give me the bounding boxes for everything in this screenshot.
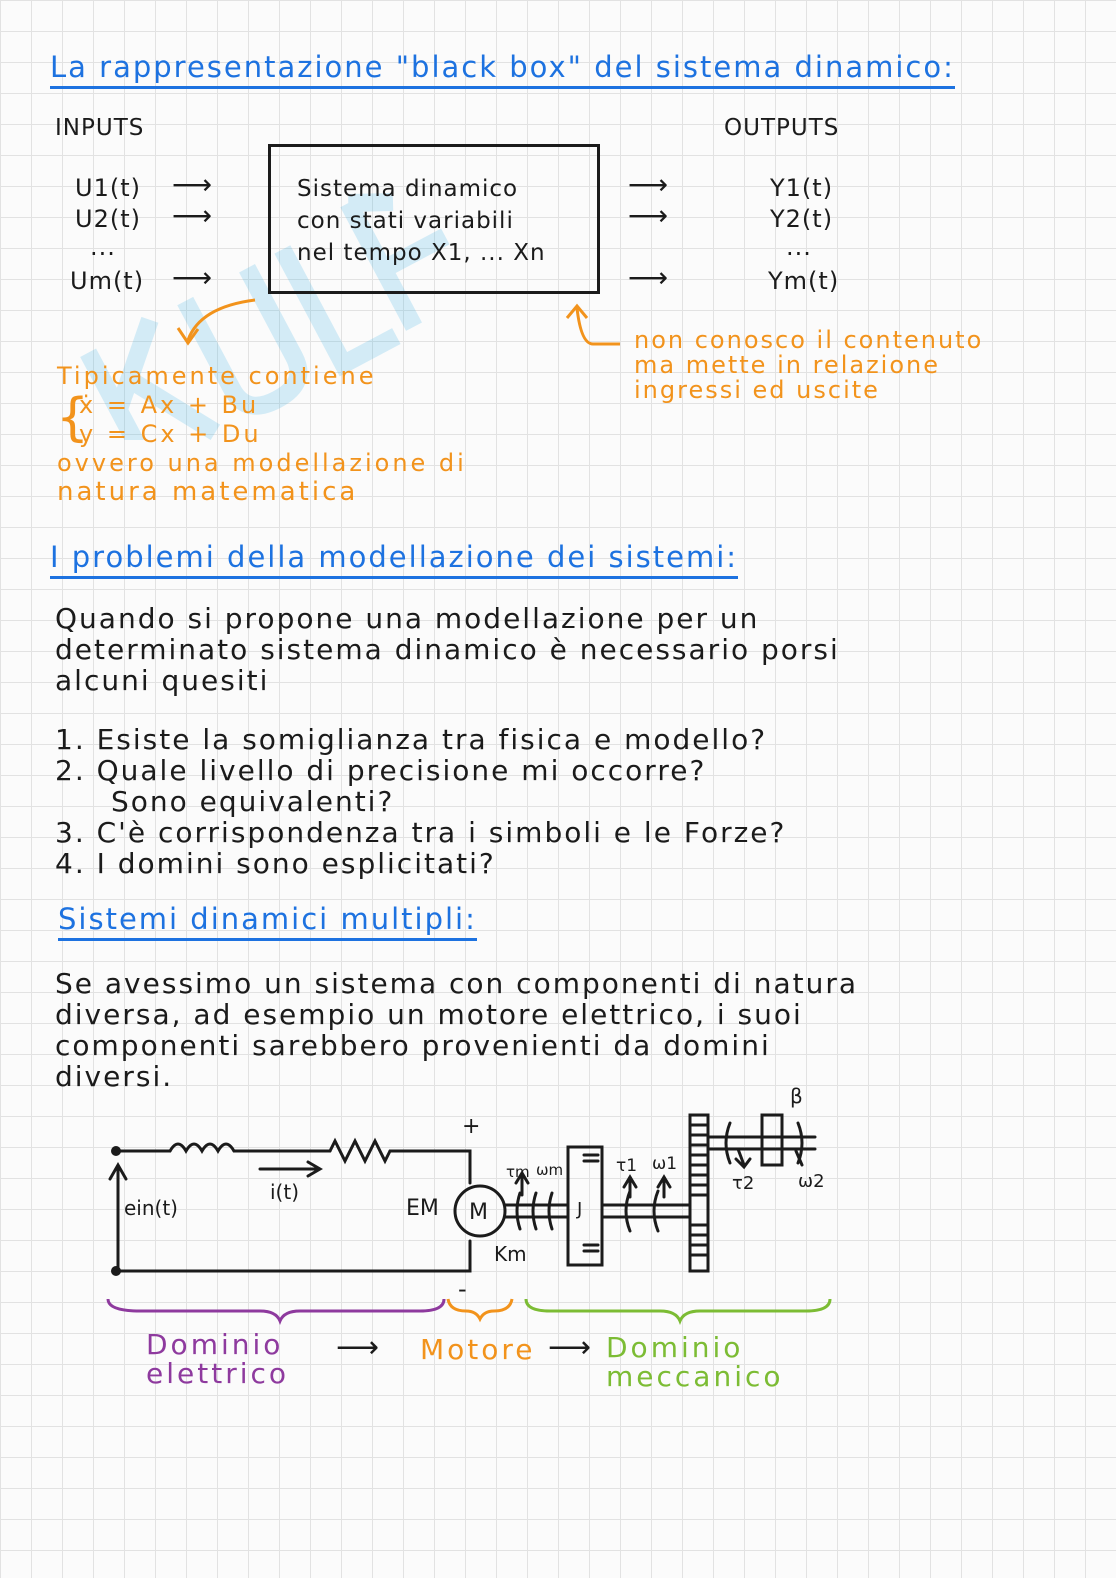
box-line: nel tempo X1, ... Xn xyxy=(297,240,546,266)
domain-motor: Motore xyxy=(420,1333,536,1366)
motor-label: M xyxy=(469,1200,488,1225)
current-arrow-icon xyxy=(260,1162,320,1176)
output-ym: Ym(t) xyxy=(768,267,840,295)
box-note xyxy=(634,328,983,403)
shaft xyxy=(505,1205,568,1217)
question-item: 2. Quale livello di precisione mi occorre? xyxy=(55,754,707,787)
inertia-block xyxy=(568,1147,602,1265)
section1-title: La rappresentazione "black box" del sistema dinamico: xyxy=(50,50,955,89)
arrow-icon: ⟶ xyxy=(628,199,669,232)
terminal-dot xyxy=(111,1146,121,1156)
question-item: 4. I domini sono esplicitati? xyxy=(55,847,496,880)
note-line: ingressi ed uscite xyxy=(634,376,880,404)
terminal-dot xyxy=(111,1266,121,1276)
section2-intro xyxy=(55,603,840,696)
omega-2-label: ω2 xyxy=(798,1171,825,1192)
current-label: i(t) xyxy=(270,1180,300,1204)
wire-top xyxy=(390,1151,470,1183)
intro-line: componenti sarebbero provenienti da domini xyxy=(55,1029,771,1062)
box-line: con stati variabili xyxy=(297,208,514,234)
input-um: Um(t) xyxy=(70,267,145,295)
resistor-icon xyxy=(330,1141,390,1161)
domain-arrow-icon: ⟶ xyxy=(336,1330,380,1365)
domain-mechanic-line: meccanico xyxy=(606,1360,784,1393)
intro-line: determinato sistema dinamico è necessario porsi xyxy=(55,633,840,666)
beta-label: β xyxy=(790,1085,803,1108)
arrow-icon: ⟶ xyxy=(172,199,213,232)
shaft xyxy=(602,1205,690,1217)
model-equation: y = Cx + Du xyxy=(79,420,262,448)
inputs-label: INPUTS xyxy=(55,115,145,141)
wire-bottom xyxy=(116,1241,470,1271)
brace-icon: { xyxy=(56,388,90,448)
intro-line: Se avessimo un sistema con componenti di natura xyxy=(55,967,859,1000)
model-note xyxy=(57,362,467,507)
question-list xyxy=(55,724,786,879)
gear xyxy=(690,1115,708,1271)
omega-m-label: ωm xyxy=(536,1161,564,1179)
plus-label: + xyxy=(462,1114,481,1139)
annotation-arrow-icon xyxy=(170,295,260,350)
brace-motor-icon xyxy=(448,1299,512,1319)
torque-arrow-icon xyxy=(736,1149,750,1167)
intro-line: diversa, ad esempio un motore elettrico, i suoi xyxy=(55,998,803,1031)
brace-electric-icon xyxy=(108,1299,444,1321)
motor-diagram xyxy=(90,1085,870,1325)
emf-label: EM xyxy=(406,1196,439,1221)
tau-2-label: τ2 xyxy=(732,1173,755,1194)
section2-title: I problemi della modellazione dei sistemi: xyxy=(50,540,738,579)
domain-electric xyxy=(146,1330,289,1388)
domain-mechanic-line: Dominio xyxy=(606,1331,744,1364)
note-line: non conosco il contenuto xyxy=(634,326,984,354)
model-line: natura matematica xyxy=(57,477,359,507)
arrow-icon: ⟶ xyxy=(172,168,213,201)
output-y2: Y2(t) xyxy=(770,205,834,233)
box-line: Sistema dinamico xyxy=(297,176,519,202)
torque-arrow-icon xyxy=(658,1177,670,1197)
outputs-label: OUTPUTS xyxy=(724,115,840,141)
output-ellipsis: ... xyxy=(786,233,812,261)
domain-arrow-icon: ⟶ xyxy=(548,1330,592,1365)
arrow-icon: ⟶ xyxy=(628,168,669,201)
domain-electric-line: elettrico xyxy=(146,1357,290,1390)
minus-label: - xyxy=(458,1275,467,1303)
arrow-icon: ⟶ xyxy=(628,261,669,294)
input-voltage-label: ein(t) xyxy=(124,1196,178,1220)
annotation-arrow-icon xyxy=(565,302,625,350)
question-item: 3. C'è corrispondenza tra i simboli e le Forze? xyxy=(55,816,787,849)
input-u1: U1(t) xyxy=(75,174,141,202)
torque-arrow-icon xyxy=(624,1177,636,1197)
section3-intro xyxy=(55,968,858,1092)
model-equation: ẋ = Ax + Bu xyxy=(79,391,260,419)
domain-electric-line: Dominio xyxy=(146,1328,284,1361)
model-line: Tipicamente contiene xyxy=(57,362,377,390)
arrow-icon: ⟶ xyxy=(172,261,213,294)
bearing xyxy=(762,1115,782,1165)
inductor-icon xyxy=(170,1144,234,1151)
question-item: 1. Esiste la somiglianza tra fisica e modello? xyxy=(55,723,768,756)
input-ellipsis: ... xyxy=(90,233,116,261)
note-line: ma mette in relazione xyxy=(634,351,940,379)
inertia-label: J xyxy=(577,1199,583,1220)
section3-title: Sistemi dinamici multipli: xyxy=(58,902,477,941)
domain-braces xyxy=(100,1295,840,1325)
intro-line: Quando si propone una modellazione per un xyxy=(55,602,760,635)
brace-mechanic-icon xyxy=(526,1299,830,1321)
question-item: Sono equivalenti? xyxy=(111,785,395,818)
intro-line: diversi. xyxy=(55,1060,174,1093)
input-u2: U2(t) xyxy=(75,205,141,233)
tau-m-label: τm xyxy=(506,1163,530,1181)
tau-1-label: τ1 xyxy=(616,1156,638,1176)
omega-1-label: ω1 xyxy=(652,1154,678,1174)
model-line: ovvero una modellazione di xyxy=(57,449,467,477)
output-y1: Y1(t) xyxy=(770,174,834,202)
domain-mechanic xyxy=(606,1333,784,1391)
km-label: Km xyxy=(494,1242,527,1266)
intro-line: alcuni quesiti xyxy=(55,664,270,697)
black-box xyxy=(268,144,600,294)
